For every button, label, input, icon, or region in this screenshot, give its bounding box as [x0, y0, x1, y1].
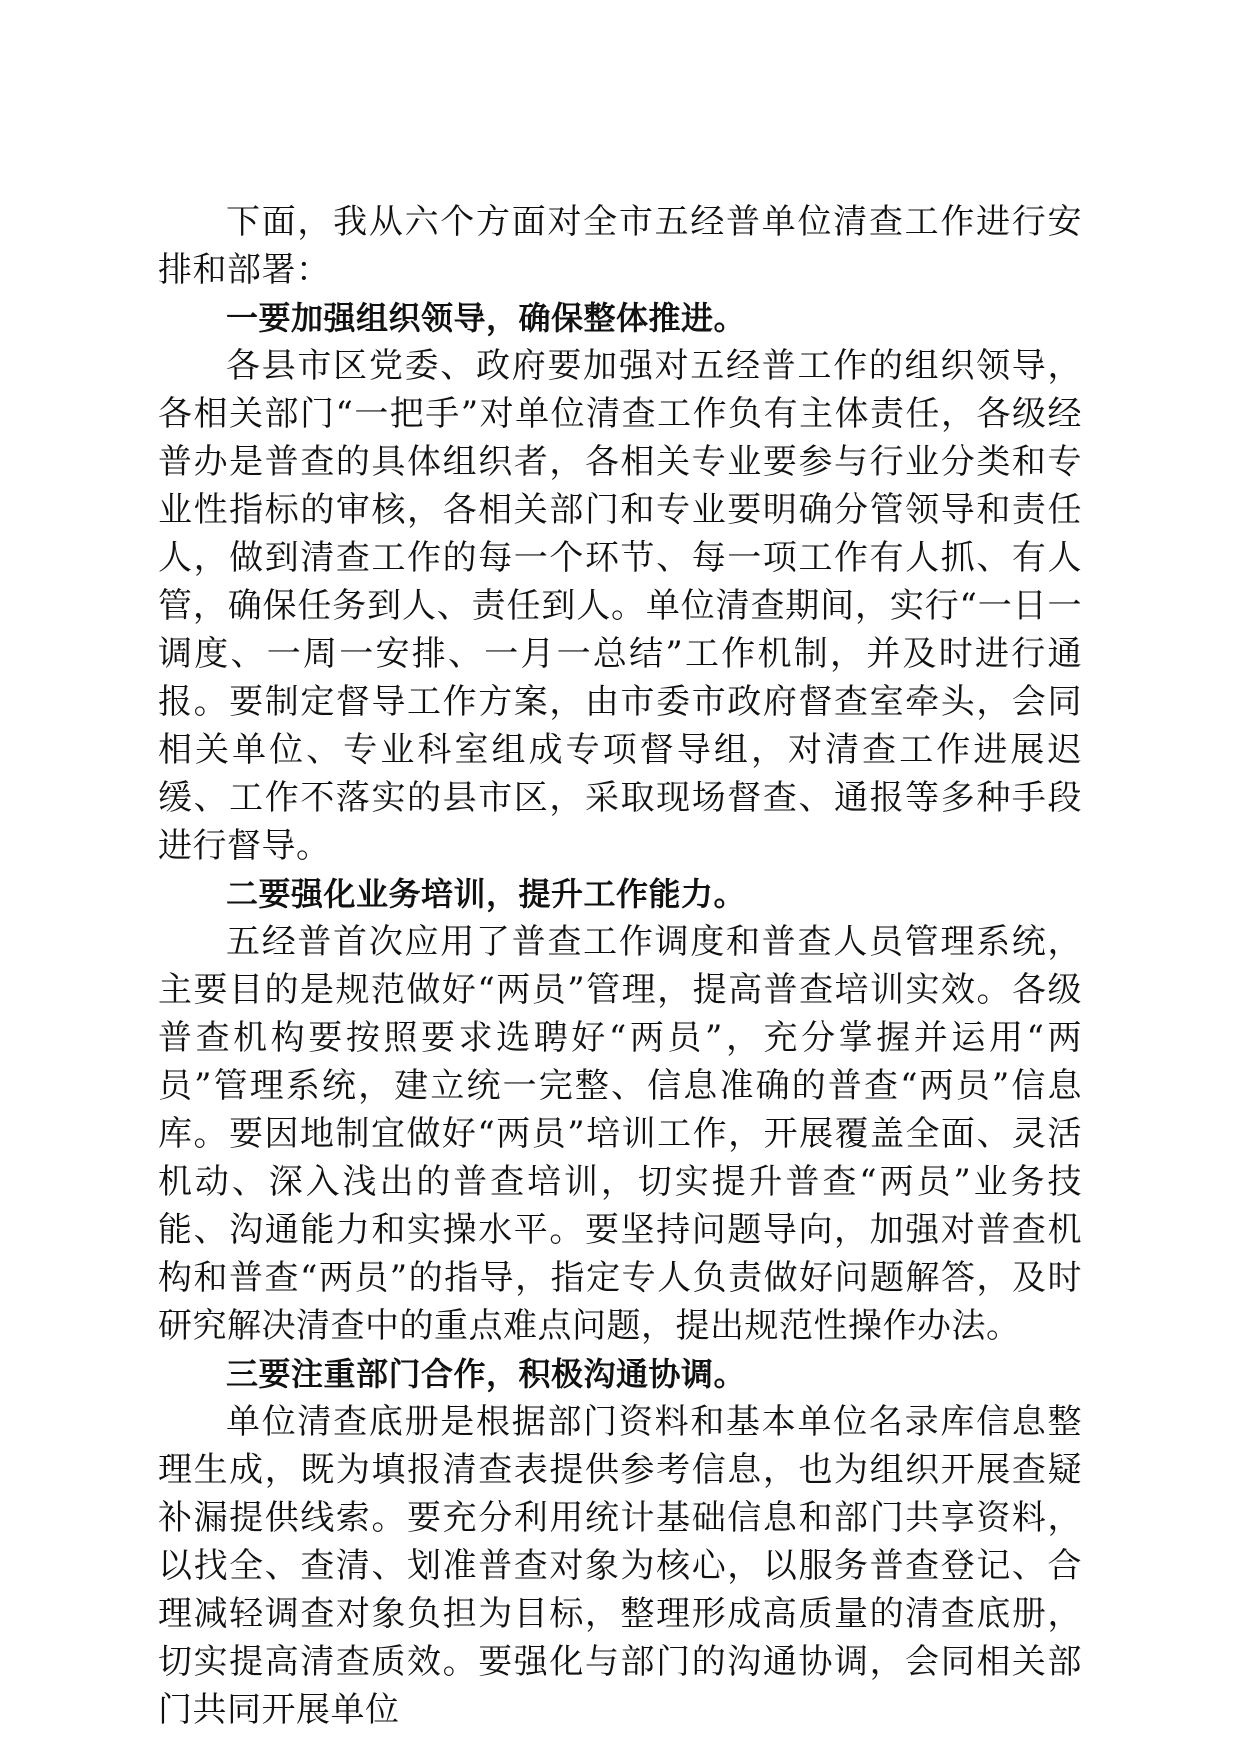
section-3-heading: 三要注重部门合作，积极沟通协调。 [226, 1355, 747, 1393]
document-body [158, 198, 1082, 1734]
section-2-heading: 二要强化业务培训，提升工作能力。 [226, 875, 747, 913]
intro-paragraph: 下面，我从六个方面对全市五经普单位清查工作进行安排和部署： [158, 202, 1082, 290]
section-1-heading: 一要加强组织领导，确保整体推进。 [226, 299, 747, 337]
section-3-paragraph: 单位清查底册是根据部门资料和基本单位名录库信息整理生成，既为填报清查表提供参考信息，也为组织开展查疑补漏提供线索。要充分利用统计基础信息和部门共享资料，以找全、查清、划准普查对象为核心，以服务普查登记、合理减轻调查对象负担为目标，整理形成高质量的清查底册，切实提高清查质效。要强化与部门的沟通协调，会同相关部门共同开展单位 [158, 1402, 1082, 1730]
section-1-paragraph: 各县市区党委、政府要加强对五经普工作的组织领导，各相关部门“一把手”对单位清查工作负有主体责任，各级经普办是普查的具体组织者，各相关专业要参与行业分类和专业性指标的审核，各相关部门和专业要明确分管领导和责任人，做到清查工作的每一个环节、每一项工作有人抓、有人管，确保任务到人、责任到人。单位清查期间，实行“一日一调度、一周一安排、一月一总结”工作机制，并及时进行通报。要制定督导工作方案，由市委市政府督查室牵头，会同相关单位、专业科室组成专项督导组，对清查工作进展迟缓、工作不落实的县市区，采取现场督查、通报等多种手段进行督导。 [158, 346, 1082, 866]
section-2-paragraph: 五经普首次应用了普查工作调度和普查人员管理系统，主要目的是规范做好“两员”管理，提高普查培训实效。各级普查机构要按照要求选聘好“两员”，充分掌握并运用“两员”管理系统，建立统一完整、信息准确的普查“两员”信息库。要因地制宜做好“两员”培训工作，开展覆盖全面、灵活机动、深入浅出的普查培训，切实提升普查“两员”业务技能、沟通能力和实操水平。要坚持问题导向，加强对普查机构和普查“两员”的指导，指定专人负责做好问题解答，及时研究解决清查中的重点难点问题，提出规范性操作办法。 [158, 922, 1082, 1346]
